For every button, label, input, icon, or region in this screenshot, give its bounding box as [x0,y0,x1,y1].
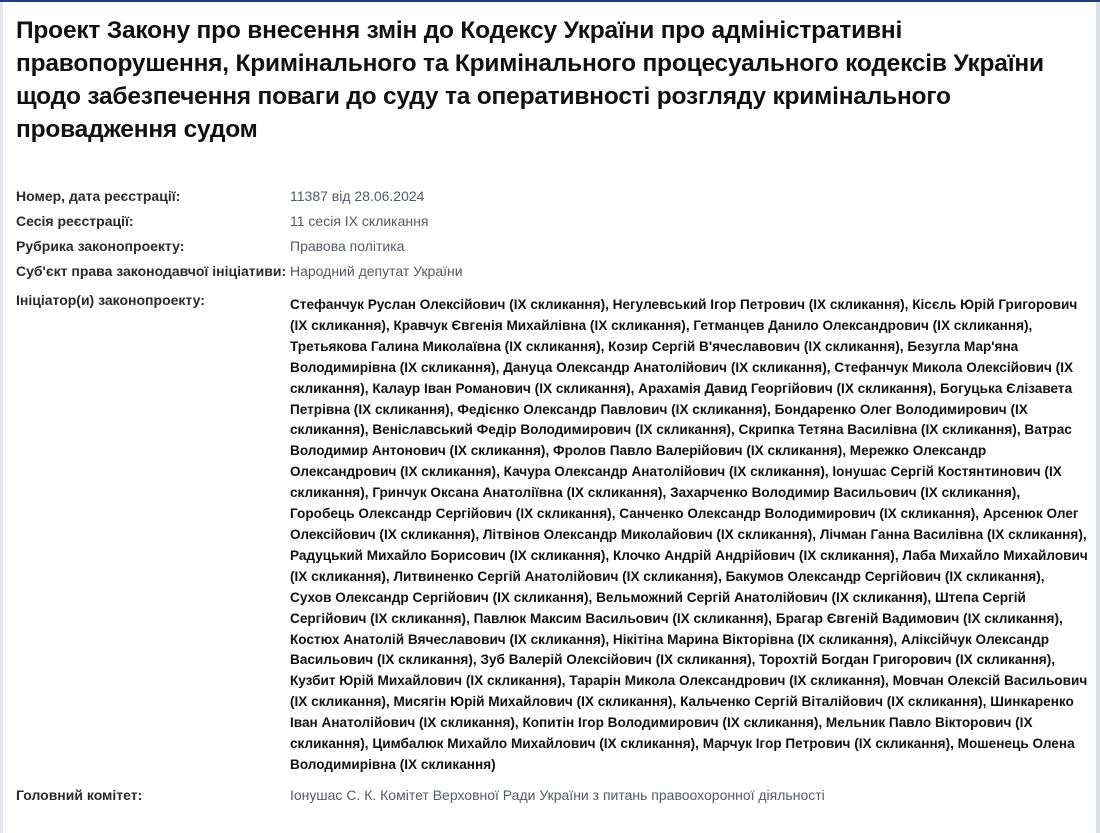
committee-label: Головний комітет: [16,786,143,803]
rubric-label: Рубрика законопроекту: [16,238,185,254]
subject-value: Народний депутат України [290,263,463,279]
initiators-label: Ініціатор(и) законопроекту: [16,292,205,308]
registration-label: Номер, дата реєстрації: [16,188,181,204]
session-label: Сесія реєстрації: [16,213,134,229]
left-edge [0,2,3,833]
registration-value: 11387 від 28.06.2024 [290,188,425,204]
detail-row-subject [16,259,1090,288]
bill-details [16,184,1090,808]
detail-row-session [16,209,1090,234]
detail-row-rubric [16,234,1090,259]
detail-row-registration [16,184,1090,209]
session-value: 11 сесія IX скликання [290,213,429,229]
initiators-value: Стефанчук Руслан Олексійович (IX скликання), Негулевський Ігор Петрович (IX скликання), Кісєль Юрій Григорович (IX скликання), Кравчук Євгенія Михайлівна (IX скликання), Гетманцев Данило Олександрович (IX скликання), Третьякова Галина Миколаївна (IX скликання), Козир Сергій В'ячеславович (IX скликання), Безугла Мар'яна Володимирівна (IX скликання), Дануца Олександр Анатолійович (IX скликання), Стефанчук Микола Олексійович (IX скликання), Калаур Іван Романович (IX скликання), Арахамія Давид Георгійович (IX скликання), Богуцька Єлізавета Петрівна (IX скликання), Федієнко Олександр Павлович (IX скликання), Бондаренко Олег Володимирович (IX скликання), Веніславський Федір Володимирович (IX скликання), Скрипка Тетяна Василівна (IX скликання), Ватрас Володимир Антонович (IX скликання), Фролов Павло Валерійович (IX скликання), Мережко Олександр Олександрович (IX скликання), Качура Олександр Анатолійович (IX скликання), Іонушас Сергій Костянтинович (IX скликання), Гринчук Оксана Анатоліївна (IX скликання), Захарченко Володимир Васильович (IX скликання), Горобець Олександр Сергійович (IX скликання), Санченко Олександр Володимирович (IX скликання), Арсенюк Олег Олексійович (IX скликання), Літвінов Олександр Миколайович (IX скликання), Лічман Ганна Василівна (IX скликання), Радуцький Михайло Борисович (IX скликання), Клочко Андрій Андрійович (IX скликання), Лаба Михайло Михайлович (IX скликання), Литвиненко Сергій Анатолійович (IX скликання), Бакумов Олександр Сергійович (IX скликання), Сухов Олександр Сергійович (IX скликання), Вельможний Сергій Анатолійович (IX скликання), Штепа Сергій Сергійович (IX скликання), Павлюк Максим Васильович (IX скликання), Брагар Євгеній Вадимович (IX скликання), Костюх Анатолій Вячеславович (IX скликання), Нікітіна Марина Вікторівна (IX скликання), Аліксійчук Олександр Васильович (IX скликання), Зуб Валерій Олексійович (IX скликання), Торохтій Богдан Григорович (IX скликання), Кузбит Юрій Михайлович (IX скликання), Тарарін Микола Олександрович (IX скликання), Мовчан Олексій Васильович (IX скликання), Мисягін Юрій Михайлович (IX скликання), Кальченко Сергій Віталійович (IX скликання), Шинкаренко Іван Анатолійович (IX скликання), Копитін Ігор Володимирович (IX скликання), Мельник Павло Вікторович (IX скликання), Цимбалюк Михайло Михайлович (IX скликання), Марчук Ігор Петрович (IX скликання), Мошенець Олена Володимирівна (IX скликання) [290,297,1088,772]
subject-label: Суб'єкт права законодавчої ініціативи: [16,263,287,279]
detail-row-initiators [16,288,1090,780]
page-title: Проект Закону про внесення змін до Кодексу України про адміністративні правопорушення, Кримінального та Кримінального процесуального кодексів України щодо забезпечення поваги до суду та оперативності розгляду кримінального провадження судом [16,17,1044,143]
rubric-value: Правова політика [290,238,405,254]
detail-row-committee [16,780,1090,808]
bill-card [16,0,1090,808]
committee-value: Іонушас С. К. Комітет Верховної Ради України з питань правоохоронної діяльності [290,786,825,803]
scrollbar[interactable] [1096,2,1100,833]
